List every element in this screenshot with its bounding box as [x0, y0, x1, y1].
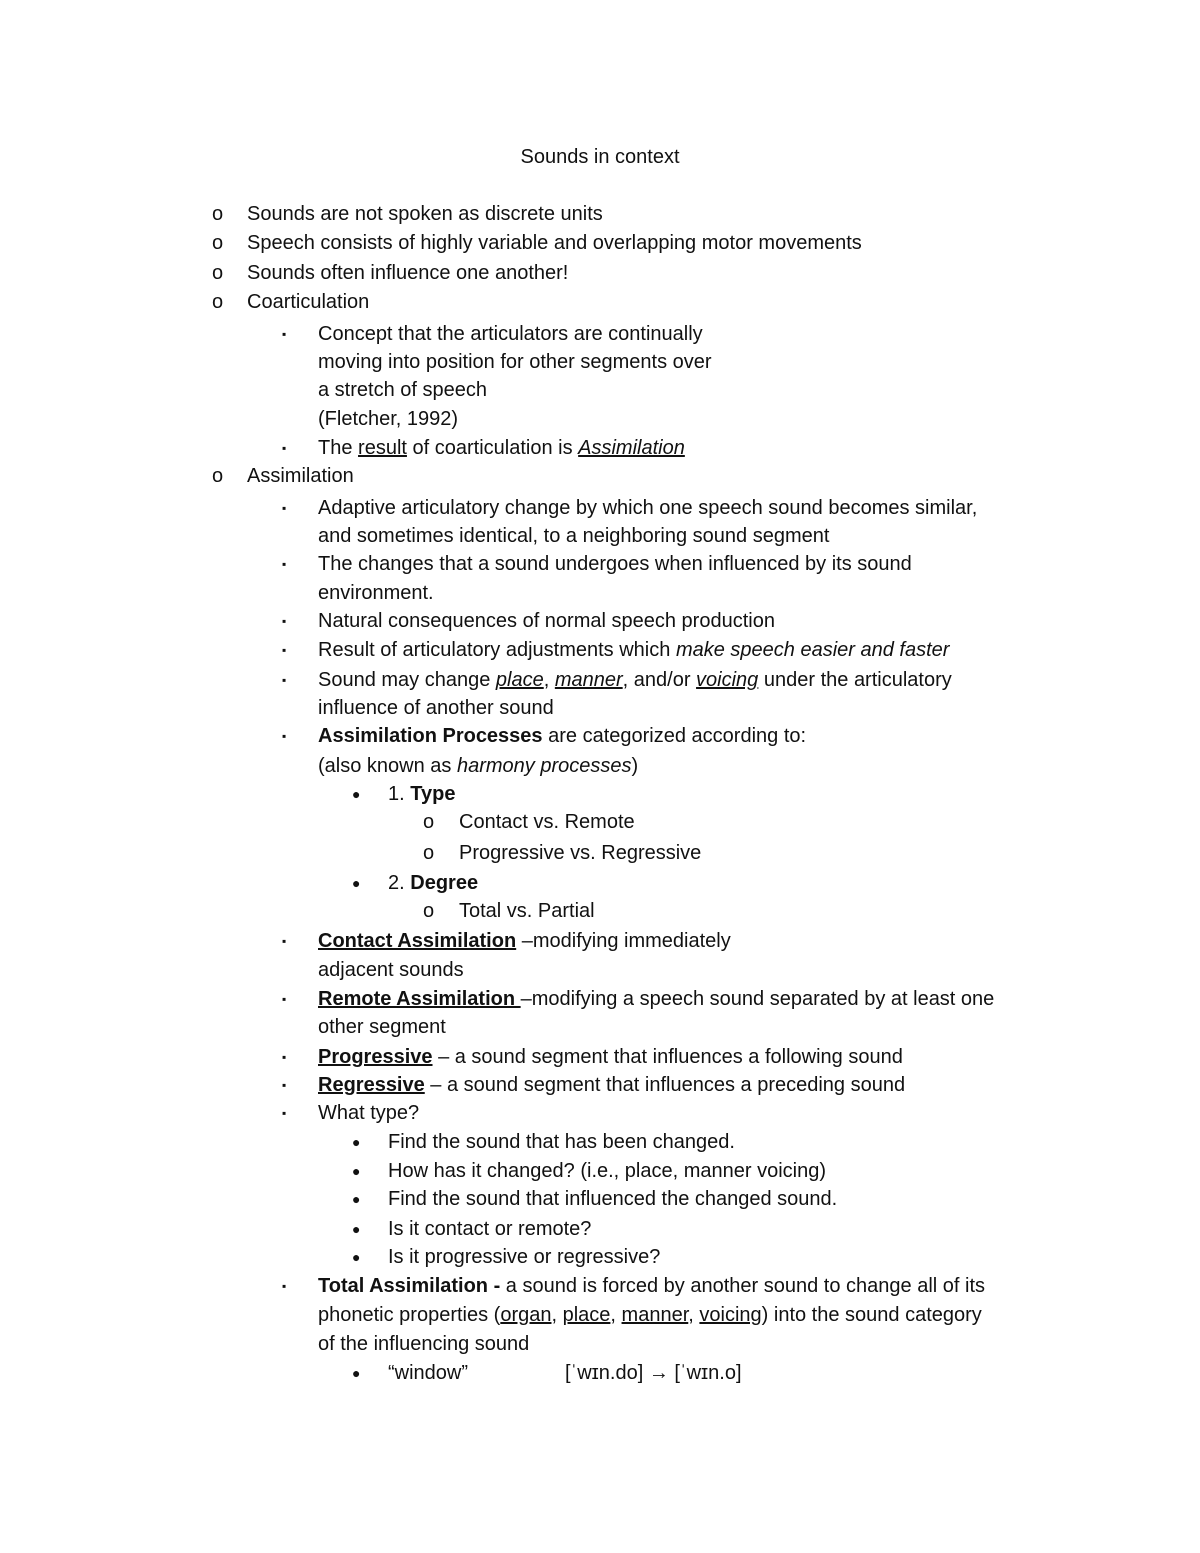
- square-bullet: ▪: [282, 1050, 287, 1064]
- page-title: Sounds in context: [520, 146, 680, 168]
- circle-bullet: o: [212, 232, 224, 254]
- list-item: Sounds often influence one another!: [247, 262, 569, 284]
- square-bullet: ▪: [282, 557, 287, 571]
- square-bullet: ▪: [282, 1279, 287, 1293]
- dot-bullet: ●: [352, 1221, 361, 1237]
- example-transcription: [ˈwɪn.do] → [ˈwɪn.o]: [565, 1362, 742, 1384]
- list-item-continuation: influence of another sound: [318, 697, 554, 719]
- square-bullet: ▪: [282, 1106, 287, 1120]
- circle-bullet: o: [423, 842, 435, 864]
- list-item: Contact Assimilation –modifying immediately: [318, 930, 731, 952]
- square-bullet: ▪: [282, 934, 287, 948]
- square-bullet: ▪: [282, 729, 287, 743]
- square-bullet: ▪: [282, 441, 287, 455]
- list-item: Total vs. Partial: [459, 900, 595, 922]
- list-item: Natural consequences of normal speech production: [318, 610, 775, 632]
- list-item: Sound may change place, manner, and/or voicing under the articulatory: [318, 669, 952, 691]
- list-item: Result of articulatory adjustments which make speech easier and faster: [318, 639, 950, 661]
- square-bullet: ▪: [282, 1078, 287, 1092]
- circle-bullet: o: [212, 465, 224, 487]
- square-bullet: ▪: [282, 327, 287, 341]
- dot-bullet: ●: [352, 1249, 361, 1265]
- list-item-continuation: environment.: [318, 582, 434, 604]
- list-item: Progressive – a sound segment that influences a following sound: [318, 1046, 903, 1068]
- dot-bullet: ●: [352, 1365, 361, 1381]
- list-item-continuation: a stretch of speech: [318, 379, 487, 401]
- list-item: Find the sound that has been changed.: [388, 1131, 735, 1153]
- list-item: Assimilation Processes are categorized according to:: [318, 725, 807, 747]
- list-item-assimilation: Assimilation: [247, 465, 354, 487]
- square-bullet: ▪: [282, 501, 287, 515]
- list-item-continuation: phonetic properties (organ, place, manner, voicing) into the sound category: [318, 1304, 982, 1326]
- circle-bullet: o: [423, 900, 435, 922]
- list-item: Adaptive articulatory change by which one speech sound becomes similar,: [318, 497, 978, 519]
- circle-bullet: o: [212, 291, 224, 313]
- list-item-continuation: (also known as harmony processes): [318, 755, 639, 777]
- list-item: Remote Assimilation –modifying a speech sound separated by at least one: [318, 988, 995, 1010]
- circle-bullet: o: [212, 262, 224, 284]
- list-item: Speech consists of highly variable and overlapping motor movements: [247, 232, 862, 254]
- list-item: The result of coarticulation is Assimilation: [318, 437, 685, 459]
- list-item-continuation: moving into position for other segments over: [318, 351, 712, 373]
- square-bullet: ▪: [282, 673, 287, 687]
- list-item: Find the sound that influenced the changed sound.: [388, 1188, 838, 1210]
- list-item: Is it contact or remote?: [388, 1218, 592, 1240]
- list-item-continuation: other segment: [318, 1016, 446, 1038]
- list-item: 1. Type: [388, 783, 456, 805]
- list-item: 2. Degree: [388, 872, 479, 894]
- list-item-continuation: and sometimes identical, to a neighboring sound segment: [318, 525, 830, 547]
- list-item: Total Assimilation - a sound is forced by another sound to change all of its: [318, 1275, 986, 1297]
- list-item-coarticulation: Coarticulation: [247, 291, 370, 313]
- example-word: “window”: [388, 1362, 469, 1384]
- square-bullet: ▪: [282, 992, 287, 1006]
- list-item: Concept that the articulators are continually: [318, 323, 703, 345]
- square-bullet: ▪: [282, 643, 287, 657]
- list-item: Regressive – a sound segment that influences a preceding sound: [318, 1074, 906, 1096]
- circle-bullet: o: [212, 203, 224, 225]
- square-bullet: ▪: [282, 614, 287, 628]
- list-item: Progressive vs. Regressive: [459, 842, 702, 864]
- list-item: Is it progressive or regressive?: [388, 1246, 661, 1268]
- dot-bullet: ●: [352, 1163, 361, 1179]
- dot-bullet: ●: [352, 786, 361, 802]
- list-item: How has it changed? (i.e., place, manner voicing): [388, 1160, 827, 1182]
- list-item: Contact vs. Remote: [459, 811, 635, 833]
- citation: (Fletcher, 1992): [318, 408, 459, 430]
- list-item: Sounds are not spoken as discrete units: [247, 203, 603, 225]
- list-item: What type?: [318, 1102, 420, 1124]
- list-item: The changes that a sound undergoes when influenced by its sound: [318, 553, 912, 575]
- dot-bullet: ●: [352, 1134, 361, 1150]
- dot-bullet: ●: [352, 1191, 361, 1207]
- list-item-continuation: adjacent sounds: [318, 959, 464, 981]
- list-item-continuation: of the influencing sound: [318, 1333, 530, 1355]
- circle-bullet: o: [423, 811, 435, 833]
- dot-bullet: ●: [352, 875, 361, 891]
